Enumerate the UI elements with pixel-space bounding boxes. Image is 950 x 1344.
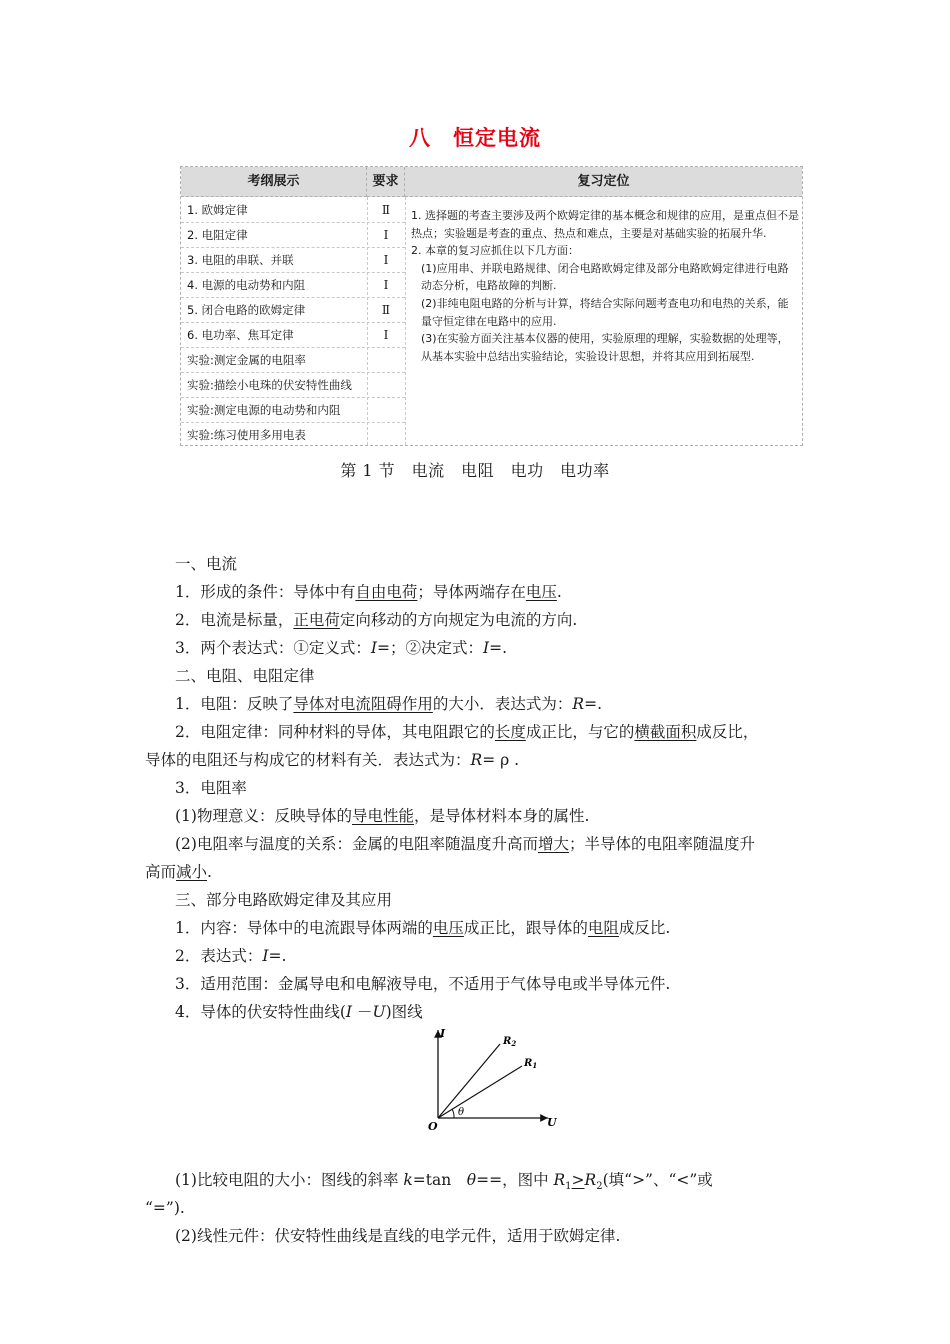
requirement-level: Ⅱ [381, 303, 391, 317]
text-line: 1．内容：导体中的电流跟导体两端的电压成正比，跟导体的电阻成反比. [175, 919, 671, 937]
outline-item: 2. 电阻定律 [187, 228, 248, 242]
text-line: 1．电阻：反映了导体对电流阻碍作用的大小．表达式为：R=. [175, 695, 602, 713]
text-line: 导体的电阻还与构成它的材料有关．表达式为：R= ρ . [145, 751, 520, 769]
requirement-level: Ⅰ [383, 278, 389, 292]
text-line: 3．电阻率 [175, 779, 247, 797]
text-line: 2．电流是标量，正电荷定向移动的方向规定为电流的方向. [175, 611, 578, 629]
requirement-level: Ⅰ [383, 328, 389, 342]
origin-label: O [428, 1120, 438, 1133]
text-line: 4．导体的伏安特性曲线(I －U)图线 [175, 1003, 423, 1021]
requirement-level: Ⅰ [383, 228, 389, 242]
review-paragraph: (3)在实验方面关注基本仪器的使用，实验原理的理解，实验数据的处理等，从基本实验中总结出实验结论，实验设计思想，并将其应用到拓展型. [421, 332, 789, 363]
outline-item: 3. 电阻的串联、并联 [187, 253, 294, 267]
outline-item: 实验:练习使用多用电表 [187, 428, 306, 442]
line-r1 [438, 1066, 522, 1118]
text-line: 1．形成的条件：导体中有自由电荷；导体两端存在电压. [175, 583, 562, 601]
text-line: 3．两个表达式：①定义式：I=；②决定式：I=. [175, 639, 508, 657]
requirement-level: Ⅰ [383, 253, 389, 267]
main-text [145, 550, 810, 1250]
r2-label: $R_2$ [503, 1036, 517, 1048]
outline-item: 实验:测定电源的电动势和内阻 [187, 403, 341, 417]
x-axis-label: U [547, 1116, 557, 1129]
outline-item: 6. 电功率、焦耳定律 [187, 328, 294, 342]
text-line: (2)线性元件：伏安特性曲线是直线的电学元件，适用于欧姆定律. [175, 1227, 621, 1245]
heading-ohm-law: 三、部分电路欧姆定律及其应用 [175, 891, 393, 909]
iu-graph [420, 1022, 560, 1134]
text-line: (1)物理意义：反映导体的导电性能，是导体材料本身的属性. [175, 807, 590, 825]
header-requirement: 要求 [367, 167, 405, 197]
section-title: 第 1 节 电流 电阻 电功 电功率 [340, 461, 610, 480]
review-paragraph: 2. 本章的复习应抓住以下几方面： [411, 244, 579, 258]
divider [405, 197, 406, 445]
outline-item: 4. 电源的电动势和内阻 [187, 278, 306, 292]
header-outline: 考纲展示 [181, 167, 367, 197]
text-line: (1)比较电阻的大小：图线的斜率 k=tan θ==，图中 $R_1>R_2$(填“>”、“<”或 [175, 1171, 713, 1193]
text-line: 2．表达式：I=. [175, 947, 287, 965]
header-review: 复习定位 [405, 167, 802, 197]
text-line: 3．适用范围：金属导电和电解液导电，不适用于气体导电或半导体元件. [175, 975, 671, 993]
outline-item: 5. 闭合电路的欧姆定律 [187, 303, 306, 317]
heading-current: 一、电流 [175, 555, 238, 573]
outline-table [180, 166, 803, 446]
chapter-title: 八 恒定电流 [409, 126, 541, 150]
outline-item: 实验:测定金属的电阻率 [187, 353, 306, 367]
text-line: “=”). [145, 1199, 185, 1217]
review-paragraph: (1)应用串、并联电路规律、闭合电路欧姆定律及部分电路欧姆定律进行电路动态分析，电路故障的判断. [421, 261, 789, 293]
angle-label: θ [458, 1107, 465, 1118]
review-paragraph: 1. 选择题的考查主要涉及两个欧姆定律的基本概念和规律的应用，是重点但不是热点；实验题是考查的重点、热点和难点，主要是对基础实验的拓展升华. [411, 209, 799, 240]
heading-resistance: 二、电阻、电阻定律 [175, 667, 315, 685]
review-text [411, 207, 799, 365]
angle-arc [452, 1109, 454, 1118]
line-r2 [438, 1044, 500, 1118]
outline-item: 实验:描绘小电珠的伏安特性曲线 [187, 378, 352, 392]
requirement-level: Ⅱ [381, 203, 391, 217]
text-line: (2)电阻率与温度的关系：金属的电阻率随温度升高而增大；半导体的电阻率随温度升 [175, 835, 755, 853]
text-line: 高而减小. [145, 863, 212, 881]
r1-label: $R_1$ [524, 1058, 538, 1070]
y-axis-label: I [440, 1027, 446, 1040]
review-paragraph: (2)非纯电阻电路的分析与计算，将结合实际问题考查电功和电热的关系，能量守恒定律在电路中的应用. [421, 296, 789, 328]
outline-item: 1. 欧姆定律 [187, 203, 248, 217]
text-line: 2．电阻定律：同种材料的导体，其电阻跟它的长度成正比，与它的横截面积成反比， [175, 723, 759, 741]
